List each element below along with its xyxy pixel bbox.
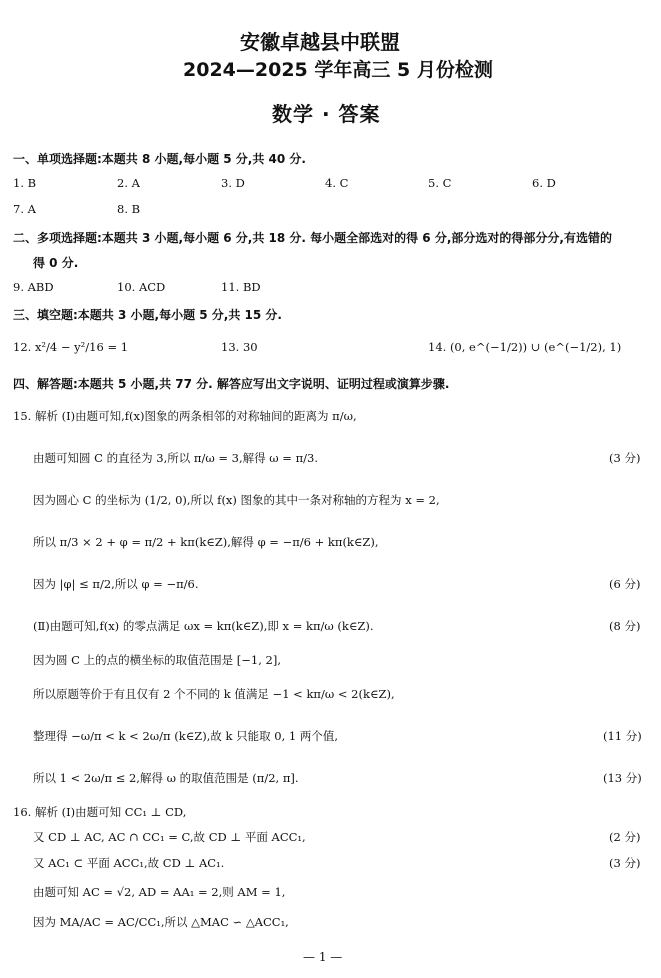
answer-item-14: 14. (0, e^(−1/2)) ∪ (e^(−1/2), 1) (428, 340, 622, 354)
q15-line: 因为圆 C 上的点的横坐标的取值范围是 [−1, 2], (33, 653, 281, 667)
score-label: (8 分) (609, 619, 641, 633)
section-heading-fill-blank: 三、填空题:本题共 3 小题,每小题 5 分,共 15 分. (13, 308, 282, 322)
answer-item: 7. A (13, 202, 36, 216)
section-heading-multi-choice-cont: 得 0 分. (33, 256, 79, 270)
answer-item: 10. ACD (117, 280, 166, 294)
section-heading-solutions: 四、解答题:本题共 5 小题,共 77 分. 解答应写出文字说明、证明过程或演算步骤. (13, 377, 450, 391)
q15-line: 由题可知圆 C 的直径为 3,所以 π/ω = 3,解得 ω = π/3. (33, 451, 319, 465)
exam-subtitle: 2024—2025 学年高三 5 月份检测 (183, 59, 493, 81)
score-label: (13 分) (603, 771, 642, 785)
score-label: (3 分) (609, 451, 641, 465)
document-title: 数学 · 答案 (272, 102, 381, 126)
page-number: — 1 — (303, 950, 343, 964)
q16-line: 16. 解析 (Ⅰ)由题可知 CC₁ ⊥ CD, (13, 805, 187, 819)
q15-line: 所以 π/3 × 2 + φ = π/2 + kπ(k∈Z),解得 φ = −π/6 + kπ(k∈Z), (33, 535, 379, 549)
section-heading-single-choice: 一、单项选择题:本题共 8 小题,每小题 5 分,共 40 分. (13, 152, 306, 166)
q16-line: 因为 MA/AC = AC/CC₁,所以 △MAC ∽ △ACC₁, (33, 915, 289, 929)
q15-line: 15. 解析 (Ⅰ)由题可知,f(x)图象的两条相邻的对称轴间的距离为 π/ω, (13, 409, 357, 423)
score-label: (11 分) (603, 729, 642, 743)
answer-item-12: 12. x²/4 − y²/16 = 1 (13, 340, 129, 354)
answer-item: 4. C (325, 176, 349, 190)
q15-line: 因为圆心 C 的坐标为 (1/2, 0),所以 f(x) 图象的其中一条对称轴的方程为 x = 2, (33, 493, 440, 507)
answer-item-13: 13. 30 (221, 340, 258, 354)
score-label: (3 分) (609, 856, 641, 870)
q16-line: 又 AC₁ ⊂ 平面 ACC₁,故 CD ⊥ AC₁. (33, 856, 225, 870)
q16-line: 又 CD ⊥ AC, AC ∩ CC₁ = C,故 CD ⊥ 平面 ACC₁, (33, 830, 306, 844)
q15-line: 因为 |φ| ≤ π/2,所以 φ = −π/6. (33, 577, 199, 591)
exam-alliance-title: 安徽卓越县中联盟 (240, 30, 400, 54)
score-label: (6 分) (609, 577, 641, 591)
answer-item: 9. ABD (13, 280, 54, 294)
q15-line: 所以 1 < 2ω/π ≤ 2,解得 ω 的取值范围是 (π/2, π]. (33, 771, 299, 785)
score-label: (2 分) (609, 830, 641, 844)
q15-line: (Ⅱ)由题可知,f(x) 的零点满足 ωx = kπ(k∈Z),即 x = kπ/ω (k∈Z). (33, 619, 374, 633)
q15-line: 所以原题等价于有且仅有 2 个不同的 k 值满足 −1 < kπ/ω < 2(k∈Z), (33, 687, 395, 701)
answer-item: 1. B (13, 176, 37, 190)
section-heading-multi-choice: 二、多项选择题:本题共 3 小题,每小题 6 分,共 18 分. 每小题全部选对的得 6 分,部分选对的得部分分,有选错的 (13, 231, 612, 245)
answer-item: 6. D (532, 176, 556, 190)
answer-item: 11. BD (221, 280, 261, 294)
answer-item: 3. D (221, 176, 245, 190)
answer-item: 8. B (117, 202, 141, 216)
q15-line: 整理得 −ω/π < k < 2ω/π (k∈Z),故 k 只能取 0, 1 两个值, (33, 729, 339, 743)
q16-line: 由题可知 AC = √2, AD = AA₁ = 2,则 AM = 1, (33, 885, 286, 899)
answer-item: 2. A (117, 176, 140, 190)
answer-item: 5. C (428, 176, 452, 190)
